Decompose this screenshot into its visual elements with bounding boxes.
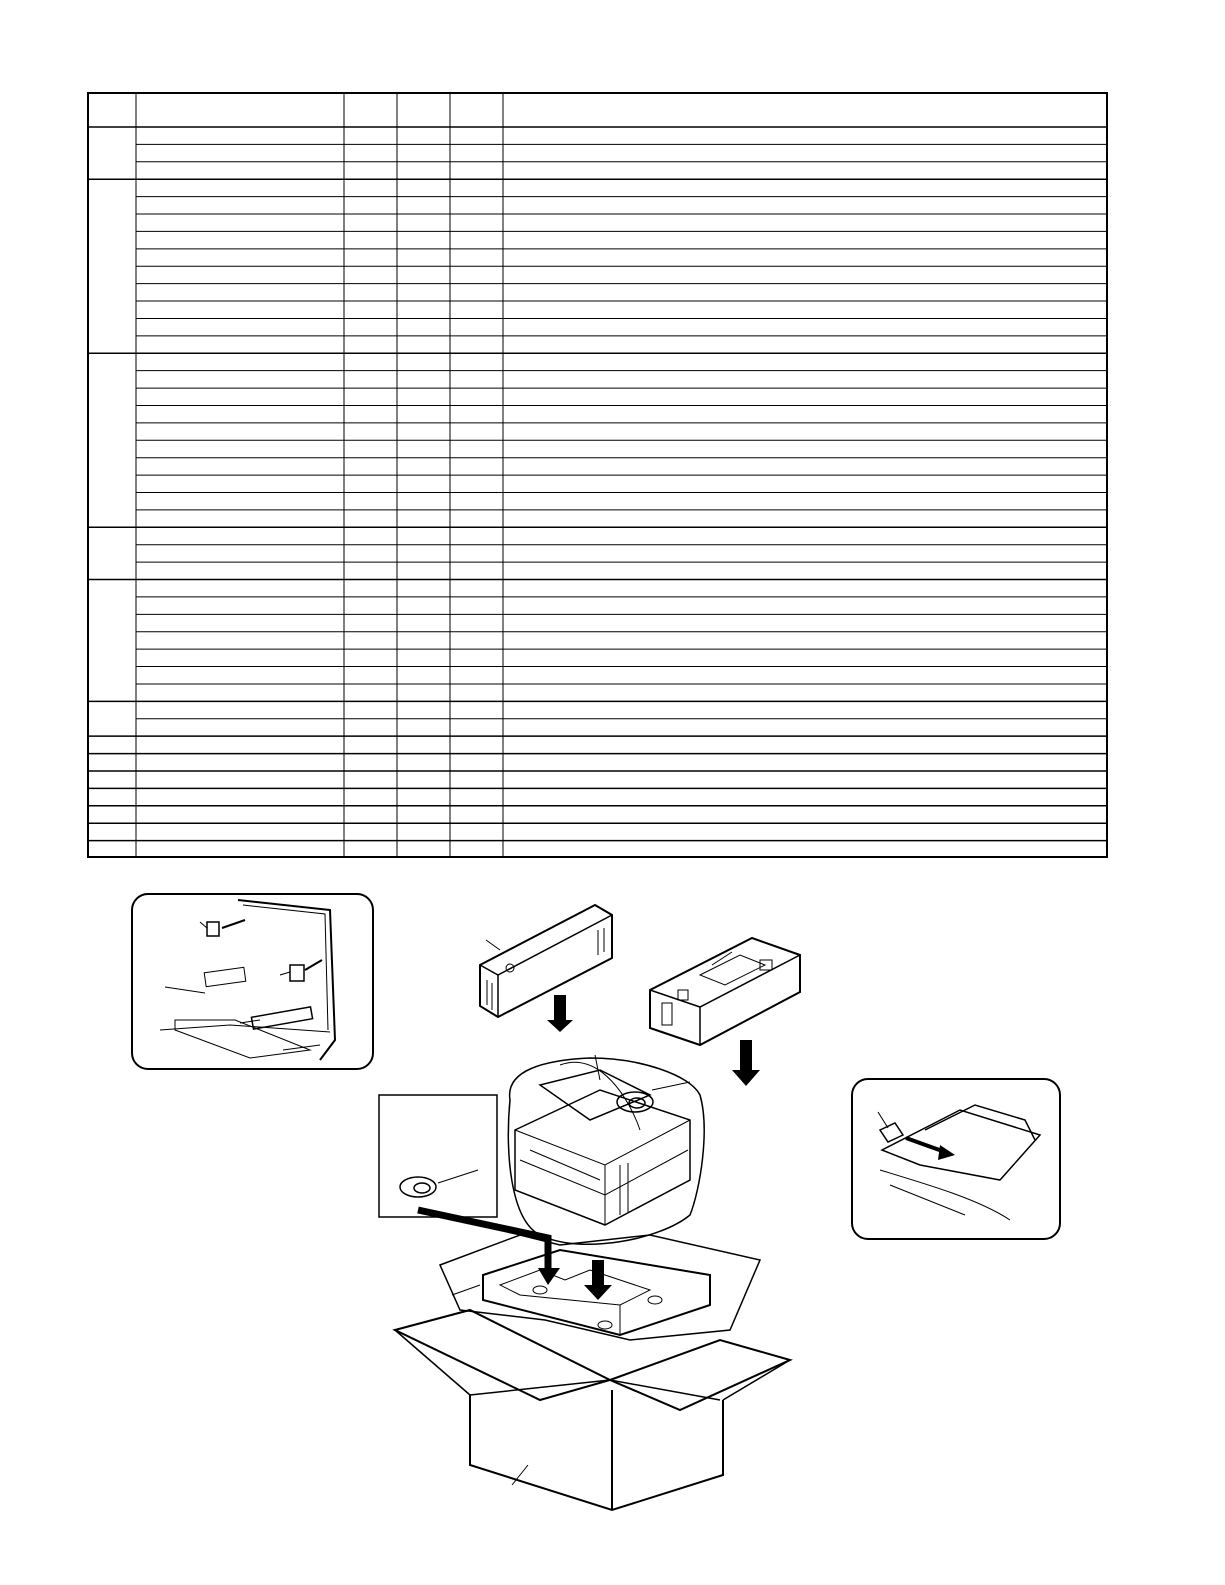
glass-cover-detail-panel <box>132 894 373 1069</box>
down-arrow-icon <box>584 1260 612 1300</box>
down-arrow-icon <box>547 995 573 1032</box>
pad-icon <box>207 922 219 936</box>
top-foam-block-right <box>650 938 800 1045</box>
down-arrow-icon <box>732 1040 760 1086</box>
pad-icon <box>290 965 304 981</box>
table-grid <box>87 92 1108 858</box>
top-foam-block-left <box>480 905 612 1017</box>
original-cover-detail-panel <box>852 1079 1060 1239</box>
parts-list-table <box>87 92 1108 858</box>
accessory-inset-panel <box>379 1095 560 1285</box>
shipping-carton <box>395 1310 790 1510</box>
copier-in-bag <box>508 1055 704 1244</box>
packing-diagram <box>0 880 1225 1585</box>
